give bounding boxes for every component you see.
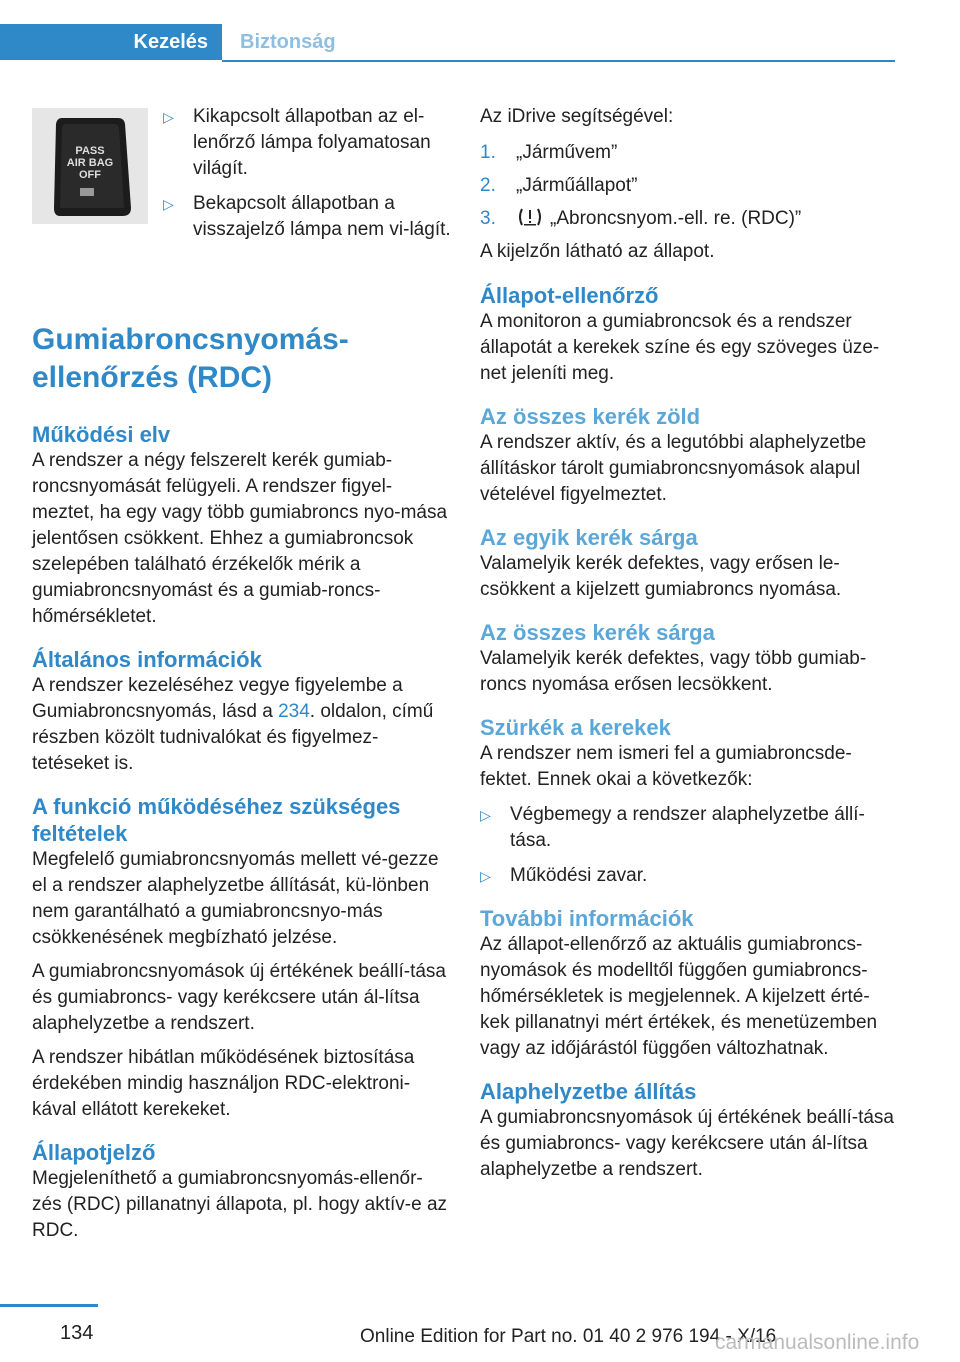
heading-conditions: A funkció működéséhez szükséges feltételek [32,794,401,846]
idrive-steps [480,140,898,232]
paragraph-all-yellow: Valamelyik kerék defektes, vagy több gumiab-roncs nyomása erősen lecsökkent. [480,648,867,695]
triangle-bullet-icon: ▷ [163,196,174,212]
step-item: 1. „Járművem” [480,142,618,163]
step-item: 3. „Abroncsnyom.-ell. re. (RDC)” [480,208,802,229]
heading-grey: Szürkék a kerekek [480,715,671,740]
page-link[interactable]: 234 [278,701,310,722]
list-item: ▷ Bekapcsolt állapotban a visszajelző lámpa nem vi-lágít. [163,193,451,240]
list-item: ▷ Működési zavar. [480,863,898,889]
paragraph-one-yellow: Valamelyik kerék defektes, vagy erősen le-csökkent a kijelzett gumiabroncs nyomása. [480,553,842,600]
list-item: ▷ Kikapcsolt állapotban az el-lenőrző lámpa folyamatosan világít. [163,106,431,179]
paragraph-reset: A gumiabroncsnyomások új értékének beállí-tása és gumiabroncs- vagy kerékcsere után ál-lítsa alaphelyzetbe a rendszert. [480,1107,895,1180]
page-number: 134 [60,1322,94,1344]
header-divider [222,60,895,62]
idrive-intro: Az iDrive segítségével: [480,106,674,127]
tire-warning-icon [516,207,544,227]
paragraph-more-info: Az állapot-ellenőrző az aktuális gumiabroncs-nyomások és modelltől függően gumiabroncs-hőmérsékletek is megjelennek. A kijelzett érté-kek pillanatnyi mért értékek, és menetüzemben vagy az időjárástól függően változhatnak. [480,934,878,1059]
paragraph-grey: A rendszer nem ismeri fel a gumiabroncsde-fektet. Ennek okai a következők: [480,743,852,790]
triangle-bullet-icon: ▷ [480,868,491,884]
pass-airbag-off-indicator-image [32,108,148,224]
svg-text:OFF: OFF [79,169,101,181]
paragraph-condition-1: Megfelelő gumiabroncsnyomás mellett vé-gezze el a rendszer alaphelyzetbe állítását, kü-lönben nem garantálható a gumiabroncsnyo-más csökkenésének megbízható jelzése. [32,849,439,948]
heading-more-info: További információk [480,906,694,931]
step-item: 2. „Járműállapot” [480,175,638,196]
triangle-bullet-icon: ▷ [480,807,491,823]
svg-text:AIR BAG: AIR BAG [66,157,114,169]
heading-reset: Alaphelyzetbe állítás [480,1079,697,1104]
list-item: ▷ Végbemegy a rendszer alaphelyzetbe állí-tása. [480,804,865,851]
airbag-switch-icon [32,108,148,224]
top-navigation [0,24,895,62]
paragraph-condition-2: A gumiabroncsnyomások új értékének beállí-tása és gumiabroncs- vagy kerékcsere után ál-lítsa alaphelyzetbe a rendszert. [32,961,447,1034]
paragraph-principle: A rendszer a négy felszerelt kerék gumiab-roncsnyomását felügyeli. A rendszer figyel-meztet, ha egy vagy több gumiabroncs nyo-mása jelentősen csökkent. Ehhez a gumiabroncsok szelepében található érzékelők mérik a gumiabroncsnyomást és a gumiab-roncs-hőmérsékletet. [32,450,448,627]
tab-biztonsag[interactable]: Biztonság [240,31,336,53]
paragraph-all-green: A rendszer aktív, és a legutóbbi alaphelyzetbe állításkor tárolt gumiabroncsnyomások alapul vételével figyelmeztet. [480,432,867,505]
svg-text:PASS: PASS [75,145,105,157]
paragraph-condition-3: A rendszer hibátlan működésének biztosítása érdekében mindig használjon RDC-elektroni-kával ellátott kerekeket. [32,1047,415,1120]
paragraph-status-checker: A monitoron a gumiabroncsok és a rendszer állapotát a kerekek színe és egy szöveges üze-net jeleníti meg. [480,311,880,384]
heading-status-indicator: Állapotjelző [32,1140,156,1165]
heading-all-yellow: Az összes kerék sárga [480,620,715,645]
heading-status-checker: Állapot-ellenőrző [480,283,659,308]
airbag-bullets [163,104,453,243]
watermark: carmanualsonline.info [715,1331,920,1354]
heading-one-yellow: Az egyik kerék sárga [480,525,698,550]
heading-principle: Működési elv [32,422,171,447]
triangle-bullet-icon: ▷ [163,109,174,125]
paragraph-display: A kijelzőn látható az állapot. [480,241,715,262]
grey-bullets [480,802,898,889]
left-column [32,321,450,1244]
paragraph-status-indicator: Megjeleníthető a gumiabroncsnyomás-ellenőr-zés (RDC) pillanatnyi állapota, pl. hogy aktív-e az RDC. [32,1168,448,1241]
footer-divider [0,1304,98,1307]
heading-all-green: Az összes kerék zöld [480,404,701,429]
paragraph-general-info: A rendszer kezeléséhez vegye figyelembe a Gumiabroncsnyomás, lásd a 234. oldalon, című részben közölt tudnivalókat és figyelmez-tetéseket is. [32,675,434,774]
heading-general-info: Általános információk [32,647,262,672]
right-column [480,104,898,1183]
page-title: Gumiabroncsnyomás-ellenőrzés (RDC) [32,323,349,394]
tab-kezeles[interactable]: Kezelés [0,24,222,60]
edition-text: Online Edition for Part no. 01 40 2 976 194 - X/16 [360,1326,777,1347]
